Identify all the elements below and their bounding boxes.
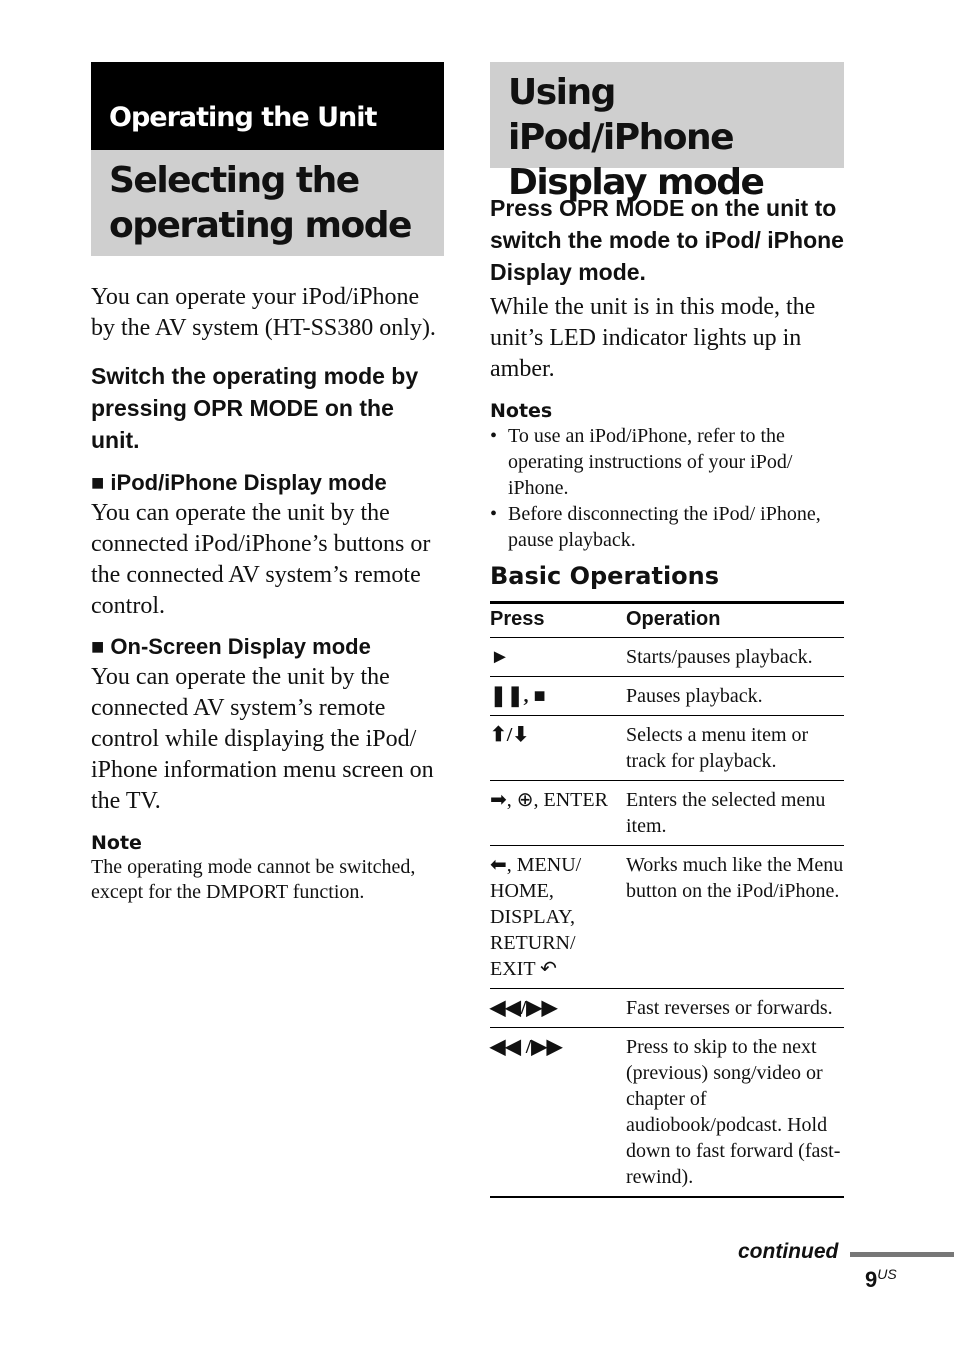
step-instruction: Switch the operating mode by pressing OPR MODE on the unit. bbox=[91, 363, 419, 453]
left-column bbox=[91, 62, 444, 905]
mode-heading bbox=[91, 468, 444, 498]
note-text: The operating mode cannot be switched, except for the DMPORT function. bbox=[91, 856, 416, 903]
table-row bbox=[490, 989, 844, 1028]
list-item: • Before disconnecting the iPod/ iPhone, pause playback. bbox=[490, 501, 844, 553]
body-text: While the unit is in this mode, the unit’s LED indicator lights up in amber. bbox=[490, 294, 816, 382]
operation-cell: Fast reverses or forwards. bbox=[626, 989, 844, 1028]
skip-prev-next-icon: ◀◀ /▶▶ bbox=[490, 1028, 626, 1198]
column-header: Press bbox=[490, 608, 545, 630]
operation-cell: Press to skip to the next (previous) song/video or chapter of audiobook/podcast. Hold down to fast forward (fast-rewind). bbox=[626, 1028, 844, 1198]
table-row bbox=[490, 638, 844, 677]
pause-stop-icon: ❚❚, ■ bbox=[490, 677, 626, 716]
table-row bbox=[490, 716, 844, 781]
table-header-row bbox=[490, 603, 844, 638]
notes-list bbox=[490, 423, 844, 553]
press-cell: ⬅, MENU/ HOME, DISPLAY, RETURN/ EXIT ↶ bbox=[490, 846, 626, 989]
section-title bbox=[490, 62, 844, 203]
step-instruction: Press OPR MODE on the unit to switch the mode to iPod/ iPhone Display mode. bbox=[490, 195, 844, 285]
operation-cell: Starts/pauses playback. bbox=[626, 638, 844, 677]
intro-text: You can operate your iPod/iPhone by the AV system (HT-SS380 only). bbox=[91, 284, 436, 341]
operation-cell: Selects a menu item or track for playback. bbox=[626, 716, 844, 781]
right-column bbox=[490, 62, 844, 1198]
page-title bbox=[91, 150, 444, 256]
title-line: Selecting the bbox=[109, 160, 359, 201]
square-bullet-icon: ■ bbox=[91, 634, 111, 659]
operation-cell: Enters the selected menu item. bbox=[626, 781, 844, 846]
page-number bbox=[865, 1266, 897, 1293]
column-header: Operation bbox=[626, 608, 721, 630]
press-cell: ➡, ⊕, ENTER bbox=[490, 781, 626, 846]
title-line: operating mode bbox=[109, 205, 411, 246]
operation-cell: Works much like the Menu button on the iPod/iPhone. bbox=[626, 846, 844, 989]
list-item: • To use an iPod/iPhone, refer to the operating instructions of your iPod/ iPhone. bbox=[490, 423, 844, 501]
note-heading: Note bbox=[91, 832, 142, 854]
continued-bar bbox=[850, 1252, 954, 1257]
mode-heading-text: On-Screen Display mode bbox=[110, 634, 371, 659]
notes-heading: Notes bbox=[490, 400, 553, 422]
basic-operations-heading: Basic Operations bbox=[490, 562, 720, 590]
up-down-arrow-icon: ⬆/⬇ bbox=[490, 716, 626, 781]
page-number-value: 9 bbox=[865, 1267, 878, 1292]
table-row bbox=[490, 1028, 844, 1198]
continued-label: continued bbox=[738, 1240, 839, 1263]
square-bullet-icon: ■ bbox=[91, 470, 111, 495]
section-label: Operating the Unit bbox=[91, 62, 444, 150]
page-number-suffix: US bbox=[877, 1266, 897, 1282]
mode-heading bbox=[91, 632, 444, 662]
table-row bbox=[490, 677, 844, 716]
mode-heading-text: iPod/iPhone Display mode bbox=[110, 470, 387, 495]
operation-cell: Pauses playback. bbox=[626, 677, 844, 716]
mode-description: You can operate the unit by the connected iPod/iPhone’s buttons or the connected AV system’s remote control. bbox=[91, 500, 431, 619]
table-row bbox=[490, 781, 844, 846]
title-line: Using iPod/iPhone bbox=[508, 72, 734, 158]
mode-description: You can operate the unit by the connected AV system’s remote control while displaying the iPod/ iPhone information menu screen on the TV. bbox=[91, 664, 434, 814]
title-line: Display mode bbox=[508, 162, 764, 203]
play-icon: ► bbox=[490, 638, 626, 677]
table-row bbox=[490, 846, 844, 989]
operations-table bbox=[490, 601, 844, 1198]
rewind-forward-icon: ◀◀/▶▶ bbox=[490, 989, 626, 1028]
